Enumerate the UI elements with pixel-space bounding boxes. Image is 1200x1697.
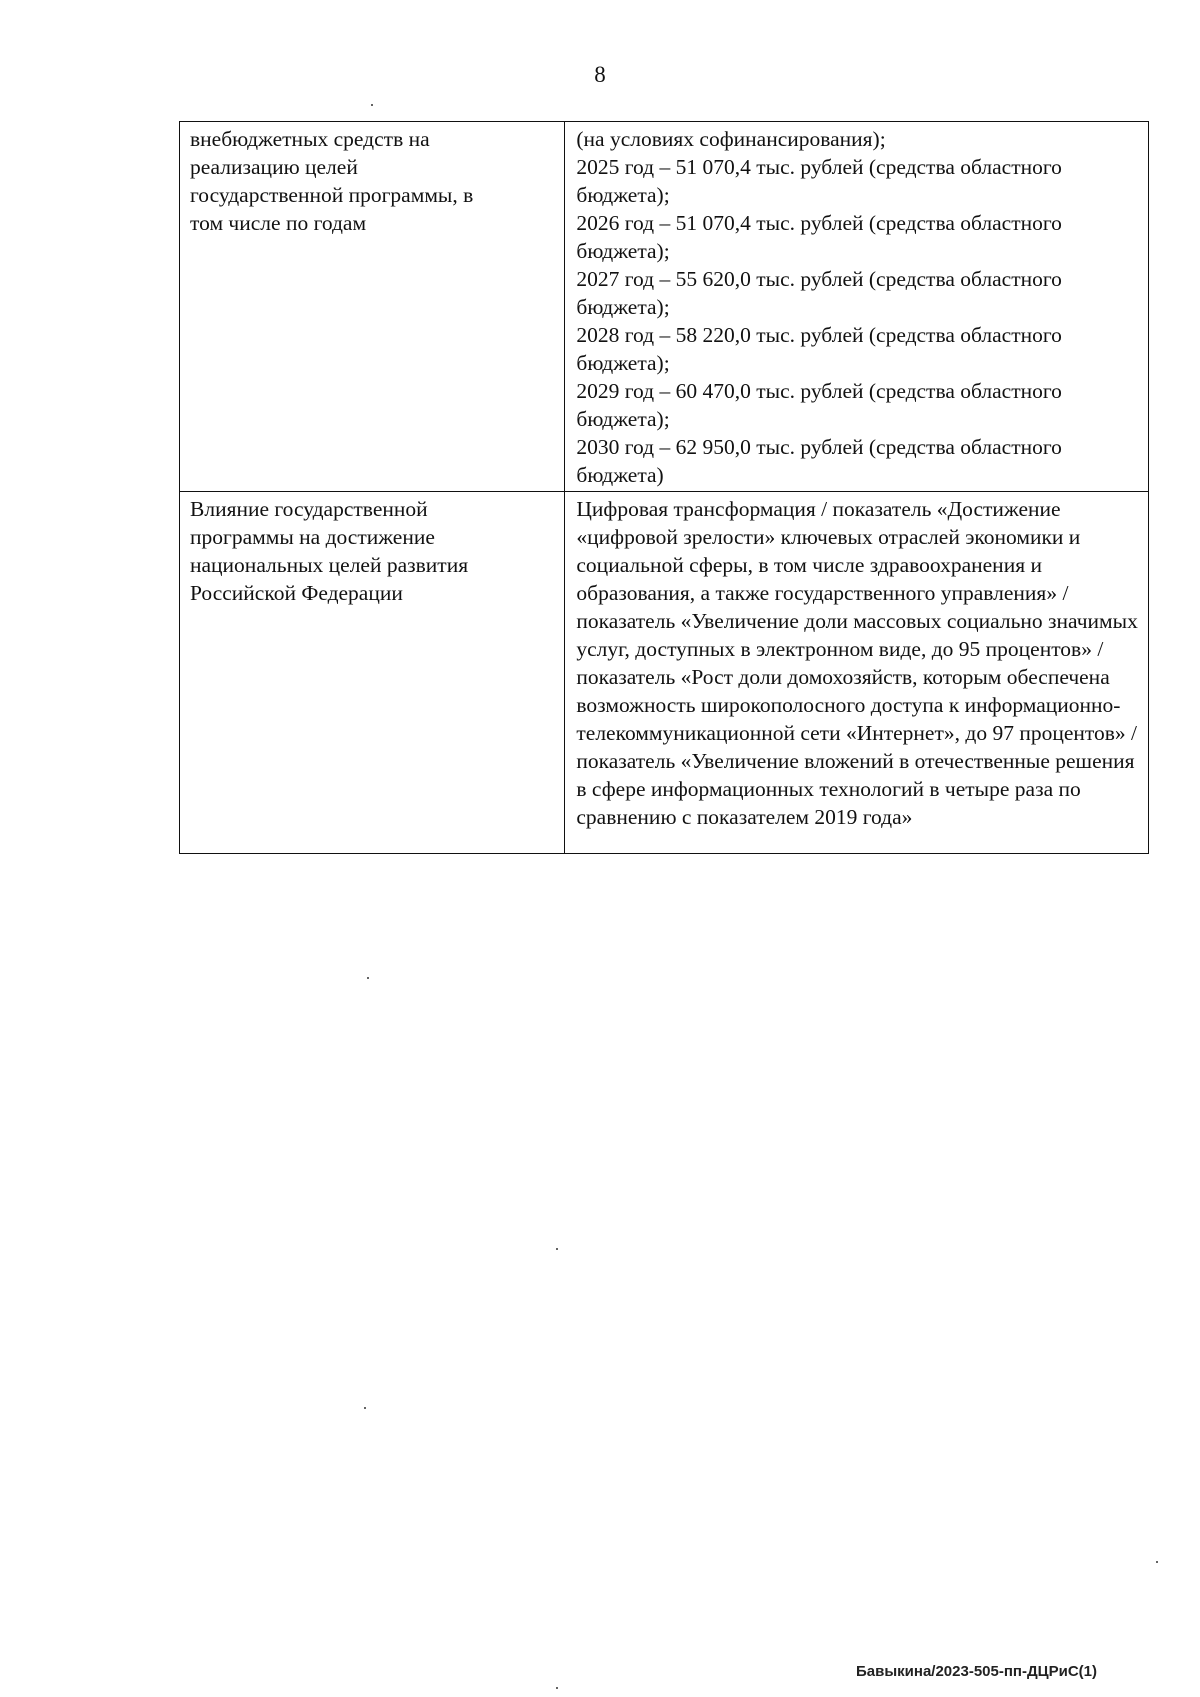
financing-values-cell: (на условиях софинансирования); 2025 год – 51 070,4 тыс. рублей (средства областного бюджета); 2026 год – 51 070,4 тыс. рублей (средства областного бюджета); 2027 год – 55 620,0 тыс. рублей (средства областного бюджета); 2028 год – 58 220,0 тыс. рублей (средства областного бюджета); 2029 год – 60 470,0 тыс. рублей (средства областного бюджета); 2030 год – 62 950,0 тыс. рублей (средства областного бюджета) <box>565 122 1149 492</box>
table-row-national-goals <box>180 492 1149 854</box>
scan-speck <box>556 1687 558 1689</box>
national-goals-text-cell: Цифровая трансформация / показатель «Достижение «цифровой зрелости» ключевых отраслей экономики и социальной сферы, в том числе здравоохранения и образования, а также государственного управления» / показатель «Увеличение доли массовых социально значимых услуг, доступных в электронном виде, до 95 процентов» / показатель «Рост доли домохозяйств, которым обеспечена возможность широкополосного доступа к информационно-телекоммуникационной сети «Интернет», до 97 процентов» / показатель «Увеличение вложений в отечественные решения в сфере информационных технологий в четыре раза по сравнению с показателем 2019 года» <box>565 492 1149 854</box>
scan-speck <box>556 1248 558 1250</box>
national-goals-label-cell: Влияние государственной программы на достижение национальных целей развития Российской Федерации <box>180 492 565 854</box>
scan-speck <box>364 1407 366 1409</box>
page-number: 8 <box>594 62 606 87</box>
financing-label-cell: внебюджетных средств на реализацию целей государственной программы, в том числе по годам <box>180 122 565 492</box>
table-row-financing <box>180 122 1149 492</box>
program-passport-table <box>179 121 1149 854</box>
scan-speck <box>371 104 373 106</box>
scan-speck <box>1156 1561 1158 1563</box>
scan-speck <box>367 977 369 979</box>
document-code: Бавыкина/2023-505-пп-ДЦРиС(1) <box>856 1663 1097 1680</box>
